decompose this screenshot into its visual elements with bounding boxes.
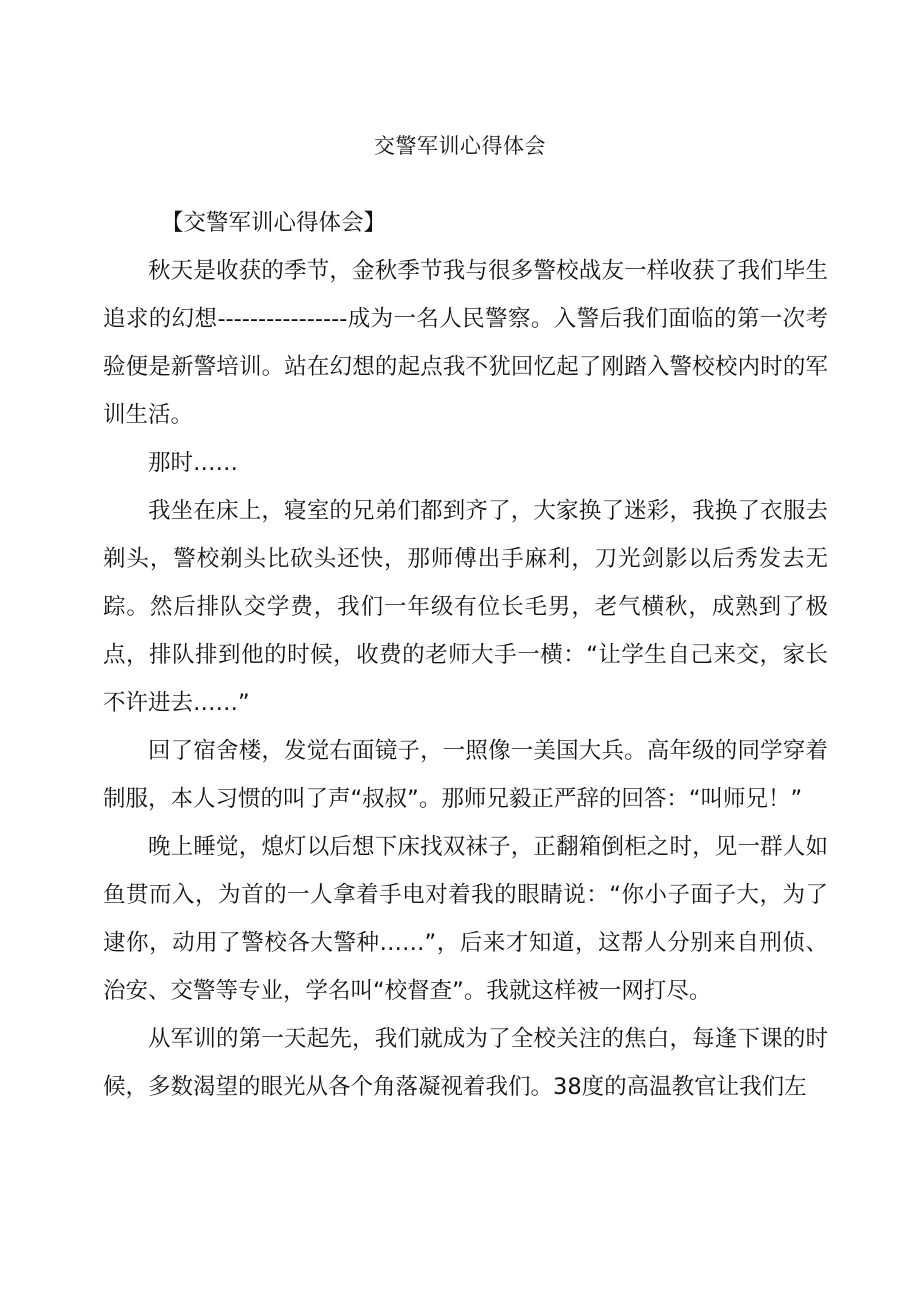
paragraph: 秋天是收获的季节，金秋季节我与很多警校战友一样收获了我们毕生追求的幻想----------------成为一名人民警察。入警后我们面临的第一次考验便是新警培训。站在幻想的起点我不犹回忆起了刚踏入警校校内时的军训生活。 xyxy=(103,258,828,428)
paragraph: 晚上睡觉，熄灯以后想下床找双袜子，正翻箱倒柜之时，见一群人如鱼贯而入，为首的一人拿着手电对着我的眼睛说：“你小子面子大，为了逮你，动用了警校各大警种……”，后来才知道，这帮人分别来自刑侦、治安、交警等专业，学名叫“校督查”。我就这样被一网打尽。 xyxy=(103,834,828,1004)
document-body xyxy=(103,199,828,1111)
paragraph: 从军训的第一天起先，我们就成为了全校关注的焦白，每逢下课的时候，多数渴望的眼光从各个角落凝视着我们。38度的高温教官让我们左 xyxy=(103,1026,828,1100)
document-title: 交警军训心得体会 xyxy=(374,134,546,158)
paragraph: 我坐在床上，寝室的兄弟们都到齐了，大家换了迷彩，我换了衣服去剃头，警校剃头比砍头还快，那师傅出手麻利，刀光剑影以后秀发去无踪。然后排队交学费，我们一年级有位长毛男，老气横秋，成熟到了极点，排队排到他的时候，收费的老师大手一横：“让学生自己来交，家长不许进去……” xyxy=(103,498,828,716)
document-subtitle: 【交警军训心得体会】 xyxy=(161,210,387,236)
paragraph: 回了宿舍楼，发觉右面镜子，一照像一美国大兵。高年级的同学穿着制服，本人习惯的叫了声“叔叔”。那师兄毅正严辞的回答：“叫师兄！” xyxy=(103,738,828,812)
paragraph: 那时…… xyxy=(148,450,239,476)
